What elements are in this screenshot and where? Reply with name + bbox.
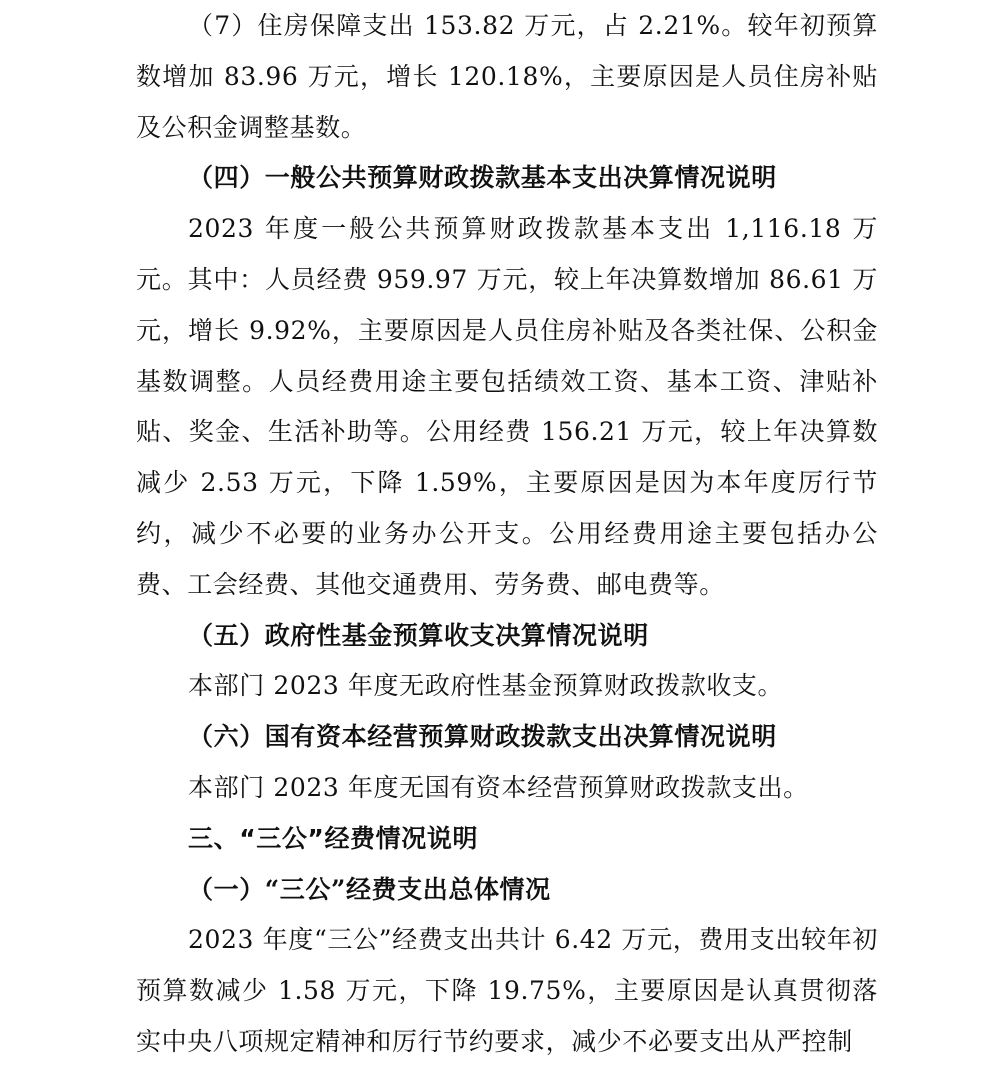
document-page (136, 0, 878, 1068)
paragraph-government-fund: 本部门 2023 年度无政府性基金预算财政拨款收支。 (188, 671, 784, 701)
heading-three-public-overall: （一）“三公”经费支出总体情况 (188, 874, 551, 904)
paragraph-three-public-overall: 2023 年度“三公”经费支出共计 6.42 万元，费用支出较年初预算数减少 1.58 万元，下降 19.75%，主要原因是认真贯彻落实中央八项规定精神和厉行节约要求，减少不必要支出从严控制 (136, 925, 878, 1056)
paragraph-basic-expenditure: 2023 年度一般公共预算财政拨款基本支出 1,116.18 万元。其中：人员经费 959.97 万元，较上年决算数增加 86.61 万元，增长 9.92%，主要原因是人员住房补贴及各类社保、公积金基数调整。人员经费用途主要包括绩效工资、基本工资、津贴补贴、奖金、生活补助等。公用经费 156.21 万元，较上年决算数减少 2.53 万元，下降 1.59%，主要原因是因为本年度厉行节约，减少不必要的业务办公开支。公用经费用途主要包括办公费、工会经费、其他交通费用、劳务费、邮电费等。 (136, 214, 878, 599)
paragraph-housing-expenditure: （7）住房保障支出 153.82 万元，占 2.21%。较年初预算数增加 83.96 万元，增长 120.18%，主要原因是人员住房补贴及公积金调整基数。 (136, 11, 878, 142)
heading-three-public: 三、“三公”经费情况说明 (188, 823, 479, 853)
paragraph-state-capital: 本部门 2023 年度无国有资本经营预算财政拨款支出。 (188, 772, 809, 802)
heading-state-capital: （六）国有资本经营预算财政拨款支出决算情况说明 (188, 722, 777, 752)
heading-basic-expenditure: （四）一般公共预算财政拨款基本支出决算情况说明 (188, 163, 777, 193)
heading-government-fund: （五）政府性基金预算收支决算情况说明 (188, 620, 649, 650)
